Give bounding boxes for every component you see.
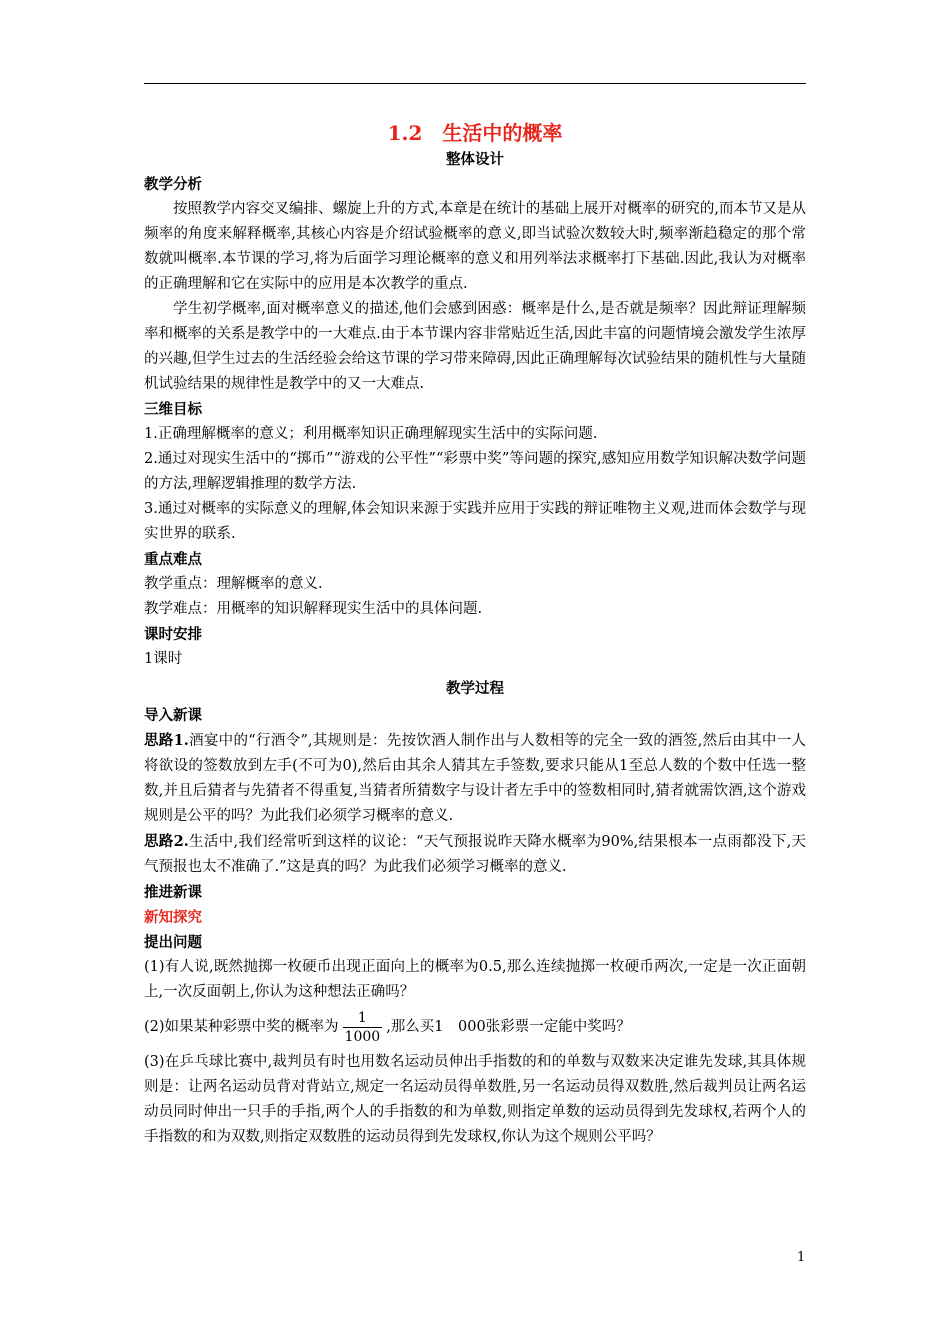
intro-heading: 导入新课 — [144, 707, 202, 724]
fraction — [343, 1009, 383, 1046]
fraction-numerator: 1 — [357, 1010, 367, 1026]
page-number: 1 — [797, 1250, 806, 1265]
analysis-paragraph: 学生初学概率,面对概率意义的描述,他们会感到困惑：概率是什么,是否就是频率？因此辩证理解频率和概率的关系是教学中的一大难点.由于本节课内容非常贴近生活,因此丰富的问题情境会激发学生浓厚的兴趣,但学生过去的生活经验会给这节课的学习带来障碍,因此正确理解每次试验结果的随机性与大量随机试验结果的规律性是教学中的又一大难点. — [144, 301, 806, 392]
question-2-before: (2)如果某种彩票中奖的概率为 — [144, 1019, 339, 1035]
document-body — [144, 118, 806, 1150]
schedule-text: 1课时 — [144, 651, 183, 667]
document-title: 1.2 生活中的概率 — [387, 121, 563, 145]
question-heading: 提出问题 — [144, 934, 202, 951]
schedule-heading: 课时安排 — [144, 626, 202, 643]
question-2 — [144, 1009, 806, 1046]
idea-2-text: 生活中,我们经常听到这样的议论：“天气预报说昨天降水概率为90%,结果根本一点雨都没下,天气预报也太不准确了.”这是真的吗？为此我们必须学习概率的意义. — [144, 834, 806, 875]
question-1: (1)有人说,既然抛掷一枚硬币出现正面向上的概率为0.5,那么连续抛掷一枚硬币两次,一定是一次正面朝上,一次反面朝上,你认为这种想法正确吗？ — [144, 959, 806, 1000]
explore-heading: 新知探究 — [144, 909, 202, 926]
key-point-item: 教学重点：理解概率的意义. — [144, 576, 323, 592]
goal-item: 1.正确理解概率的意义；利用概率知识正确理解现实生活中的实际问题. — [144, 426, 598, 442]
goals-heading: 三维目标 — [144, 401, 202, 418]
advance-heading: 推进新课 — [144, 884, 202, 901]
process-heading: 教学过程 — [446, 680, 504, 697]
goal-item: 3.通过对概率的实际意义的理解,体会知识来源于实践并应用于实践的辩证唯物主义观,进而体会数学与现实世界的联系. — [144, 501, 806, 542]
analysis-heading: 教学分析 — [144, 176, 202, 193]
analysis-paragraph: 按照教学内容交叉编排、螺旋上升的方式,本章是在统计的基础上展开对概率的研究的,而本节又是从频率的角度来解释概率,其核心内容是介绍试验概率的意义,即当试验次数较大时,频率渐趋稳定的那个常数就叫概率.本节课的学习,将为后面学习理论概率的意义和用列举法求概率打下基础.因此,我认为对概率的正确理解和它在实际中的应用是本次教学的重点. — [144, 201, 806, 292]
idea-1-paragraph — [144, 728, 806, 829]
idea-1-label: 思路1. — [144, 732, 189, 749]
idea-2-paragraph — [144, 829, 806, 880]
document-subtitle: 整体设计 — [446, 151, 504, 168]
fraction-denominator: 1000 — [344, 1029, 381, 1045]
idea-2-label: 思路2. — [144, 833, 189, 850]
idea-1-text: 酒宴中的“行酒令”,其规则是：先按饮酒人制作出与人数相等的完全一致的酒签,然后由其中一人将欲设的签数放到左手(不可为0),然后由其余人猜其左手签数,要求只能从1至总人数的个数中任选一整数,并且后猜者与先猜者不得重复,当猜者所猜数字与设计者左手中的签数相同时,猜者就需饮酒,这个游戏规则是公平的吗？为此我们必须学习概率的意义. — [144, 733, 807, 824]
header-rule — [144, 83, 806, 84]
question-2-after: ,那么买1 000张彩票一定能中奖吗？ — [386, 1019, 631, 1035]
key-points-heading: 重点难点 — [144, 551, 202, 568]
question-3: (3)在乒乓球比赛中,裁判员有时也用数名运动员伸出手指数的和的单数与双数来决定谁先发球,其具体规则是：让两名运动员背对背站立,规定一名运动员得单数胜,另一名运动员得双数胜,然后裁判员让两名运动员同时伸出一只手的手指,两个人的手指数的和为单数,则指定单数的运动员得到先发球权,若两个人的手指数的和为双数,则指定双数胜的运动员得到先发球权,你认为这个规则公平吗？ — [144, 1054, 806, 1145]
goal-item: 2.通过对现实生活中的“掷币”“游戏的公平性”“彩票中奖”等问题的探究,感知应用数学知识解决数学问题的方法,理解逻辑推理的数学方法. — [144, 451, 806, 492]
key-point-item: 教学难点：用概率的知识解释现实生活中的具体问题. — [144, 601, 483, 617]
